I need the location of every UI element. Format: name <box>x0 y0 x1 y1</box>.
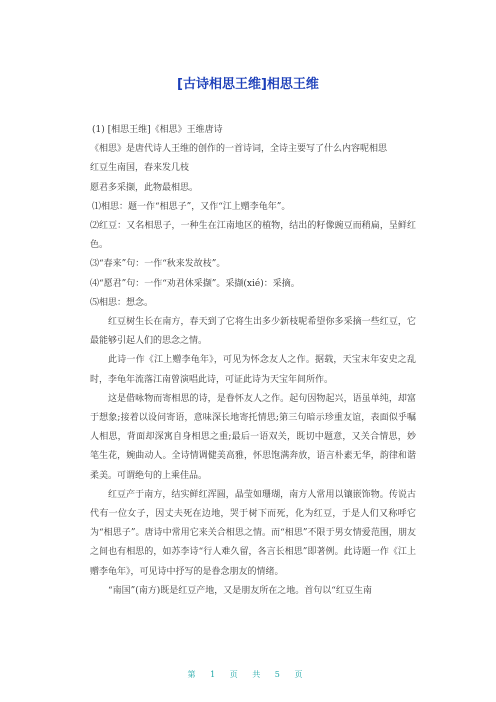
note-5: ⑸相思：想念。 <box>90 297 154 308</box>
note-2: ⑵红豆：又名相思子，一种生在江南地区的植物，结出的籽像豌豆而稍扁，呈鲜红色。 <box>90 221 416 251</box>
document-title: [古诗相思王维]相思王维 <box>177 77 319 92</box>
note-1: ⑴相思：题一作“相思子”，又作“江上赠李龟年”。 <box>92 201 291 212</box>
poem-line-1: 红豆生南国，春来发几枝 <box>90 163 190 174</box>
paragraph-translation: 红豆树生长在南方，春天到了它将生出多少新枝呢希望你多采摘一些红豆，它最能够引起人们的思念之情。 <box>90 317 416 347</box>
paragraph-south: “南国”(南方)既是红豆产地，又是朋友所在之地。首句以“红豆生南 <box>108 585 372 596</box>
note-3: ⑶“春来”句：一作“秋来发故枝”。 <box>90 259 226 270</box>
page-footer: 第 1 页 共 5 页 <box>187 670 309 679</box>
paragraph-background: 此诗一作《江上赠李龟年》，可见为怀念友人之作。据载，天宝末年安史之乱时，李龟年流落江南曾演唱此诗，可证此诗为天宝年间所作。 <box>90 355 416 385</box>
note-4: ⑷“愿君”句：一作“劝君休采撷”。采撷(xié)：采摘。 <box>90 278 300 289</box>
paragraph-red-bean: 红豆产于南方，结实鲜红浑圆，晶莹如珊瑚，南方人常用以镶嵌饰物。传说古代有一位女子，因丈夫死在边地，哭于树下而死，化为红豆，于是人们又称呼它为“相思子”。唐诗中常用它来关合相思之情。而“相思”不限于男女情爱范围，朋友之间也有相思的，如苏李诗“行人难久留，各言长相思”即著例。此诗题一作《江上赠李龟年》，可见诗中抒写的是眷念朋友的情绪。 <box>90 489 416 577</box>
paragraph-heading: (1) [相思王维]《相思》王维唐诗 <box>92 125 223 135</box>
document-body <box>90 121 416 601</box>
paragraph-intro: 《相思》是唐代诗人王维的创作的一首诗词，全诗主要写了什么内容呢相思 <box>90 144 388 155</box>
paragraph-appreciation: 这是借咏物而寄相思的诗，是眷怀友人之作。起句因物起兴，语虽单纯，却富于想象;接着以设问寄语，意味深长地寄托情思;第三句暗示珍重友谊，表面似乎嘱人相思，背面却深寓自身相思之重;最后一语双关，既切中题意，又关合情思，妙笔生花，婉曲动人。全诗情调健美高雅，怀思饱满奔放，语言朴素无华，韵律和谐柔美。可谓绝句的上乘佳品。 <box>90 393 416 481</box>
poem-line-2: 愿君多采撷，此物最相思。 <box>90 182 199 193</box>
